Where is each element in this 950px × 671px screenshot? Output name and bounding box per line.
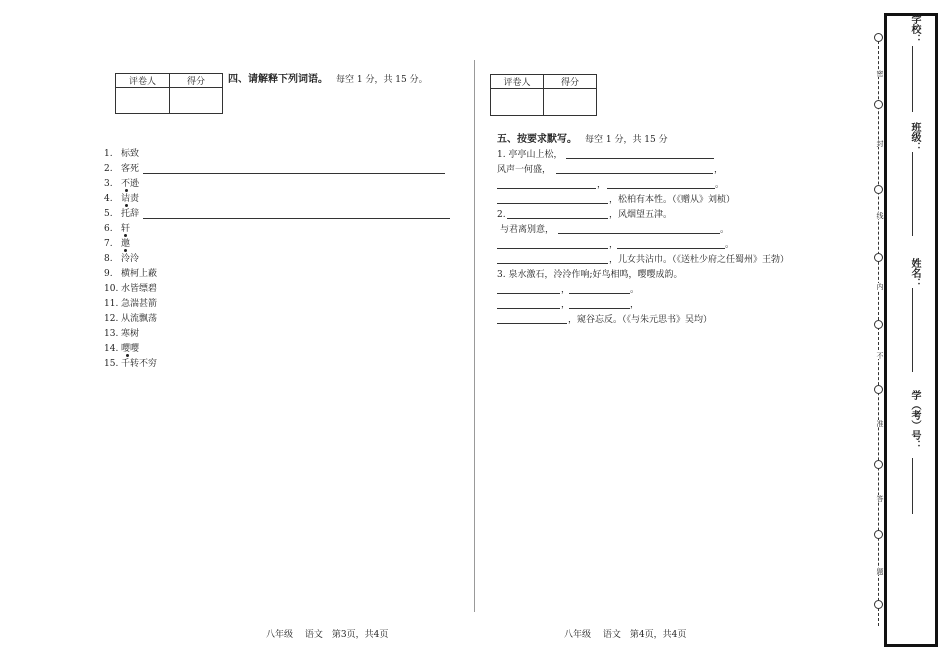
punct: ， <box>609 240 619 250</box>
punch-hole <box>874 185 883 194</box>
emphasis-dot <box>126 354 129 357</box>
right-score-grader-cell[interactable] <box>491 89 544 116</box>
left-score-grader-cell[interactable] <box>116 88 170 114</box>
vocab-num-3: 3. <box>104 179 113 189</box>
vocab-term-10: 水皆缥碧 <box>121 284 158 294</box>
punct: 。 <box>720 225 730 235</box>
blank-5[interactable] <box>497 203 608 204</box>
vocab-num-7: 7. <box>104 239 113 249</box>
vocab-term-4: 诘责 <box>121 194 140 204</box>
vocab-term-8: 泠泠 <box>121 254 140 264</box>
blank-12[interactable] <box>569 293 630 294</box>
school-field[interactable] <box>912 46 913 112</box>
seal-word: 答 <box>876 495 884 502</box>
vocab-num-8: 8. <box>104 254 113 264</box>
vocab-num-15: 15. <box>104 359 119 369</box>
emphasis-dot <box>124 234 127 237</box>
seal-word: 不 <box>876 352 884 359</box>
punct: ， <box>561 285 571 295</box>
punch-hole <box>874 100 883 109</box>
blank-3[interactable] <box>497 188 596 189</box>
vocab-term-2: 客死 <box>121 164 140 174</box>
blank-7[interactable] <box>558 233 720 234</box>
blank-2[interactable] <box>556 173 713 174</box>
exam-number-label: 学（考）号： <box>909 390 920 450</box>
vocab-num-13: 13. <box>104 329 119 339</box>
emphasis-dot <box>124 249 127 252</box>
vocab-num-1: 1. <box>104 149 113 159</box>
punct: 。 <box>725 240 735 250</box>
right-page-footer: 八年级 语文 第4页，共4页 <box>564 630 687 640</box>
vocab-num-2: 2. <box>104 164 113 174</box>
right-score-points-label: 得分 <box>544 75 597 89</box>
vocab-term-1: 标致 <box>121 149 140 159</box>
right-section-heading: 五、按要求默写。 <box>497 134 577 145</box>
vocab-term-3: 不逊 <box>121 179 140 189</box>
punct: ， <box>597 180 607 190</box>
vocab-num-6: 6. <box>104 224 113 234</box>
seal-word: 题 <box>876 568 884 575</box>
right-score-points-cell[interactable] <box>544 89 597 116</box>
punct: 。 <box>715 180 725 190</box>
blank-9[interactable] <box>617 248 725 249</box>
page-divider <box>474 60 475 612</box>
blank-10[interactable] <box>497 263 608 264</box>
left-score-box <box>115 73 223 114</box>
left-score-points-cell[interactable] <box>170 88 223 114</box>
vocab-term-5: 托辞 <box>121 209 140 219</box>
poem-line-6: 与君离别意， <box>500 225 555 235</box>
vocab-term-7: 邀 <box>121 239 131 249</box>
vocab-term-6: 轩 <box>121 224 131 234</box>
answer-line-5[interactable] <box>143 218 450 219</box>
binding-frame <box>884 13 938 647</box>
vocab-term-13: 寒树 <box>121 329 140 339</box>
emphasis-dot <box>125 189 128 192</box>
punch-hole <box>874 460 883 469</box>
vocab-term-11: 急湍甚箭 <box>121 299 158 309</box>
punch-hole <box>874 320 883 329</box>
left-section-note: 每空 1 分，共 15 分。 <box>336 75 428 85</box>
answer-line-2[interactable] <box>143 173 445 174</box>
vocab-term-9: 横柯上蔽 <box>121 269 158 279</box>
punct: 。 <box>630 285 640 295</box>
school-label: 学校： <box>909 14 920 44</box>
right-score-grader-label: 评卷人 <box>491 75 544 89</box>
vocab-term-14: 嘤嘤 <box>121 344 140 354</box>
poem-line-4: ，松柏有本性。（《赠从》刘桢） <box>609 195 736 205</box>
vocab-num-5: 5. <box>104 209 113 219</box>
right-score-box <box>490 74 597 116</box>
blank-6[interactable] <box>507 218 608 219</box>
vocab-num-12: 12. <box>104 314 119 324</box>
exam-number-field[interactable] <box>912 458 913 514</box>
left-score-points-label: 得分 <box>170 74 223 88</box>
poem-line-1: 1. 亭亭山上松， <box>497 150 563 160</box>
class-field[interactable] <box>912 152 913 236</box>
punch-hole <box>874 385 883 394</box>
punct: ， <box>630 300 640 310</box>
blank-14[interactable] <box>569 308 630 309</box>
blank-8[interactable] <box>497 248 608 249</box>
blank-1[interactable] <box>566 158 714 159</box>
name-field[interactable] <box>912 288 913 372</box>
punch-hole <box>874 253 883 262</box>
poem-line-2: 风声一何盛， <box>497 165 552 175</box>
poem-line-9: 3. 泉水激石，泠泠作响;好鸟相鸣，嘤嘤成韵。 <box>497 270 683 280</box>
vocab-num-14: 14. <box>104 344 119 354</box>
blank-11[interactable] <box>497 293 560 294</box>
name-label: 姓名： <box>909 258 920 288</box>
seal-word: 内 <box>876 283 884 290</box>
question-2-num: 2. <box>497 210 506 220</box>
class-label: 班级： <box>909 122 920 152</box>
emphasis-dot <box>125 204 128 207</box>
vocab-num-4: 4. <box>104 194 113 204</box>
seal-word: 密 <box>876 70 884 77</box>
vocab-num-11: 11. <box>104 299 119 309</box>
right-section-note: 每空 1 分，共 15 分 <box>585 135 668 145</box>
vocab-term-12: 从流飘荡 <box>121 314 158 324</box>
blank-13[interactable] <box>497 308 560 309</box>
blank-4[interactable] <box>607 188 715 189</box>
poem-line-12: ，窥谷忘反。（《与朱元思书》吴均） <box>568 315 713 325</box>
seal-word: 准 <box>876 420 884 427</box>
vocab-num-9: 9. <box>104 269 113 279</box>
left-section-heading: 四、请解释下列词语。 <box>228 74 328 85</box>
poem-line-5: ，风烟望五津。 <box>609 210 673 220</box>
left-page-footer: 八年级 语文 第3页，共4页 <box>266 630 389 640</box>
left-score-grader-label: 评卷人 <box>116 74 170 88</box>
vocab-num-10: 10. <box>104 284 119 294</box>
poem-line-8: ，儿女共沾巾。（《送杜少府之任蜀州》王勃） <box>609 255 790 265</box>
vocab-term-15: 千转不穷 <box>121 359 158 369</box>
punch-hole <box>874 33 883 42</box>
seal-word: 封 <box>876 140 884 147</box>
punct: ， <box>714 165 724 175</box>
seal-word: 线 <box>876 212 884 219</box>
punch-hole <box>874 530 883 539</box>
blank-15[interactable] <box>497 323 567 324</box>
punct: ， <box>561 300 571 310</box>
punch-hole <box>874 600 883 609</box>
